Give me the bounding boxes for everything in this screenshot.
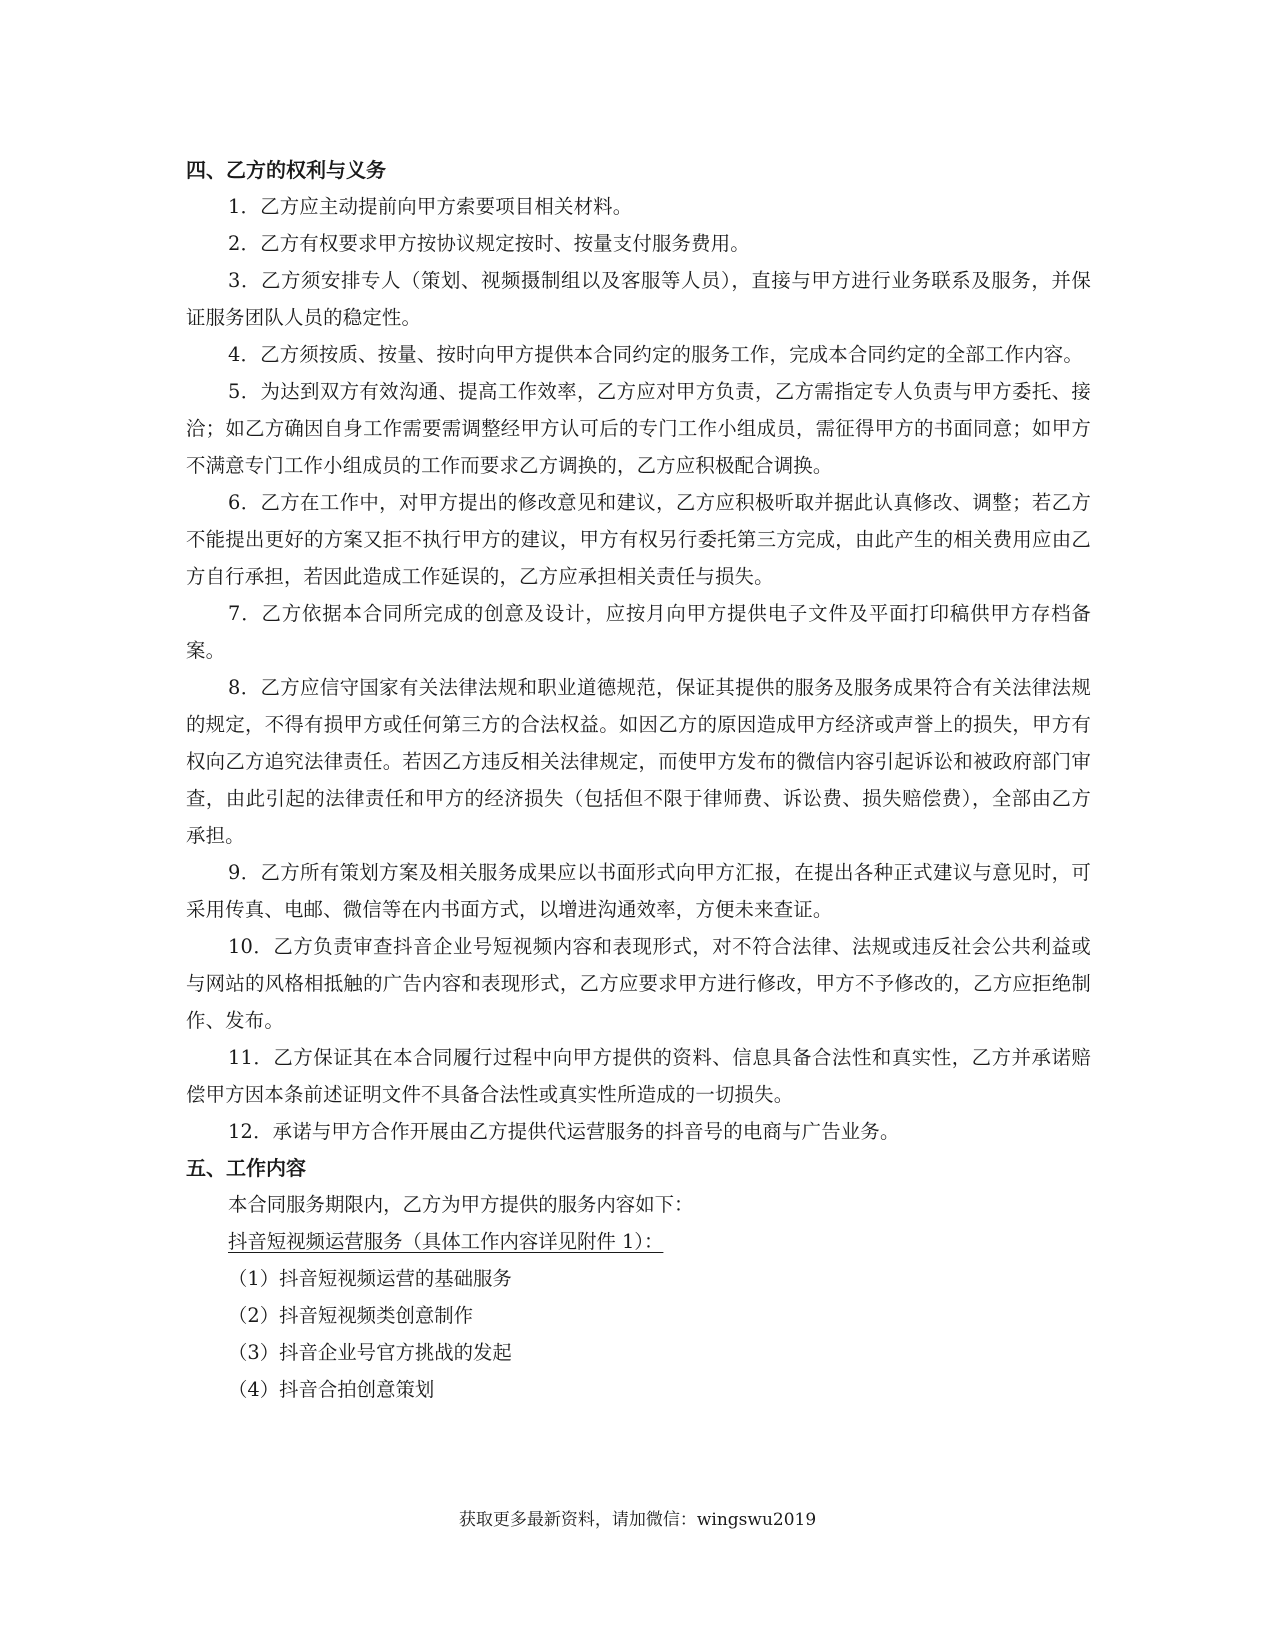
section-heading-rights-obligations: 四、乙方的权利与义务 — [186, 158, 386, 182]
service-item-2: （2）抖音短视频类创意制作 — [228, 1304, 474, 1327]
clause-11: 11．乙方保证其在本合同履行过程中向甲方提供的资料、信息具备合法性和真实性，乙方并承诺赔偿甲方因本条前述证明文件不具备合法性或真实性所造成的一切损失。 — [186, 1046, 1091, 1106]
clause-4: 4．乙方须按质、按量、按时向甲方提供本合同约定的服务工作，完成本合同约定的全部工作内容。 — [228, 343, 1083, 366]
service-item-3: （3）抖音企业号官方挑战的发起 — [228, 1341, 512, 1364]
service-item-1: （1）抖音短视频运营的基础服务 — [228, 1267, 512, 1290]
clause-7: 7．乙方依据本合同所完成的创意及设计，应按月向甲方提供电子文件及平面打印稿供甲方存档备案。 — [186, 602, 1091, 662]
clause-6: 6．乙方在工作中，对甲方提出的修改意见和建议，乙方应积极听取并据此认真修改、调整；若乙方不能提出更好的方案又拒不执行甲方的建议，甲方有权另行委托第三方完成，由此产生的相关费用应由乙方自行承担，若因此造成工作延误的，乙方应承担相关责任与损失。 — [186, 491, 1091, 588]
service-title-text: 抖音短视频运营服务（具体工作内容详见附件 1）： — [228, 1230, 664, 1253]
page-footer: 获取更多最新资料，请加微信：wingswu2019 — [458, 1510, 817, 1530]
service-title — [186, 1223, 1091, 1260]
document-page — [186, 152, 1091, 1408]
clause-2: 2．乙方有权要求甲方按协议规定按时、按量支付服务费用。 — [228, 232, 750, 255]
clause-3: 3．乙方须安排专人（策划、视频摄制组以及客服等人员），直接与甲方进行业务联系及服务，并保证服务团队人员的稳定性。 — [186, 269, 1091, 329]
service-item-4: （4）抖音合拍创意策划 — [228, 1378, 435, 1401]
clause-1: 1．乙方应主动提前向甲方索要项目相关材料。 — [228, 195, 633, 218]
work-content-intro: 本合同服务期限内，乙方为甲方提供的服务内容如下： — [228, 1193, 694, 1216]
section-heading-work-content: 五、工作内容 — [186, 1156, 306, 1180]
clause-10: 10．乙方负责审查抖音企业号短视频内容和表现形式，对不符合法律、法规或违反社会公共利益或与网站的风格相抵触的广告内容和表现形式，乙方应要求甲方进行修改，甲方不予修改的，乙方应拒绝制作、发布。 — [186, 935, 1091, 1032]
clause-9: 9．乙方所有策划方案及相关服务成果应以书面形式向甲方汇报，在提出各种正式建议与意见时，可采用传真、电邮、微信等在内书面方式，以增进沟通效率，方便未来查证。 — [186, 861, 1091, 921]
clause-8: 8．乙方应信守国家有关法律法规和职业道德规范，保证其提供的服务及服务成果符合有关法律法规的规定，不得有损甲方或任何第三方的合法权益。如因乙方的原因造成甲方经济或声誉上的损失，甲方有权向乙方追究法律责任。若因乙方违反相关法律规定，而使甲方发布的微信内容引起诉讼和被政府部门审查，由此引起的法律责任和甲方的经济损失（包括但不限于律师费、诉讼费、损失赔偿费），全部由乙方承担。 — [186, 676, 1091, 847]
clause-5: 5．为达到双方有效沟通、提高工作效率，乙方应对甲方负责，乙方需指定专人负责与甲方委托、接洽；如乙方确因自身工作需要需调整经甲方认可后的专门工作小组成员，需征得甲方的书面同意；如甲方不满意专门工作小组成员的工作而要求乙方调换的，乙方应积极配合调换。 — [186, 380, 1091, 477]
clause-12: 12．承诺与甲方合作开展由乙方提供代运营服务的抖音号的电商与广告业务。 — [228, 1120, 900, 1143]
